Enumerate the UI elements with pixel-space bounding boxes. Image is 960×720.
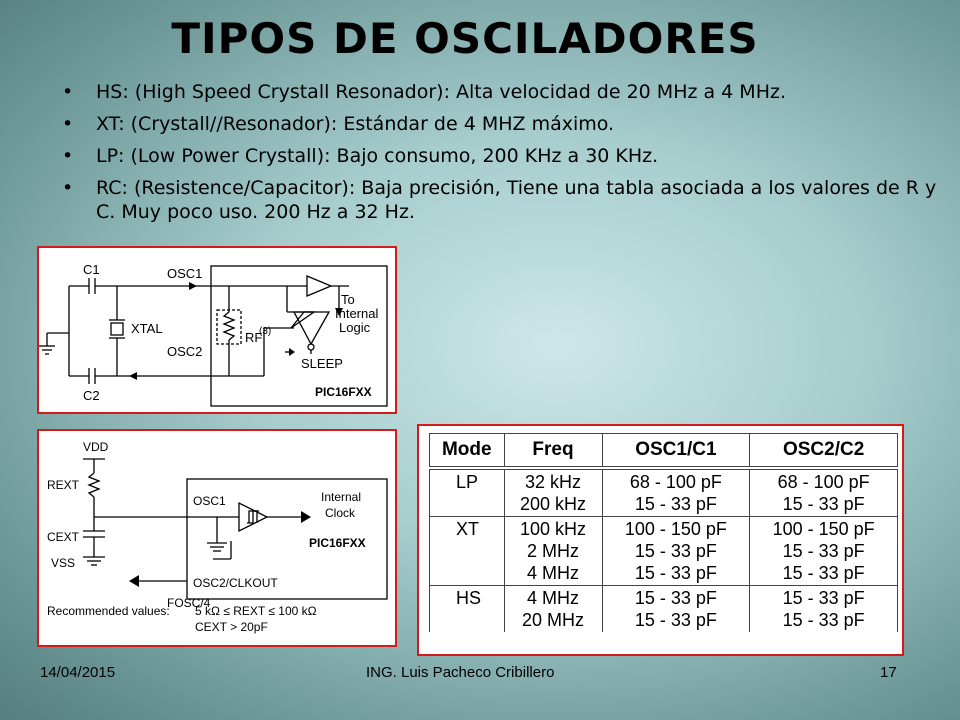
osc2-clkout-label: OSC2/CLKOUT — [193, 576, 278, 590]
freq-cell: 4 MHz 20 MHz — [504, 586, 602, 633]
crystal-circuit-svg — [39, 248, 395, 412]
rext-range: 5 kΩ ≤ REXT ≤ 100 kΩ — [195, 604, 317, 618]
slide-title: TIPOS DE OSCILADORES — [171, 14, 759, 63]
bullet-icon: • — [62, 113, 74, 135]
footer-author: ING. Luis Pacheco Cribillero — [366, 664, 555, 681]
header-freq: Freq — [504, 434, 602, 469]
osc2-cell: 68 - 100 pF 15 - 33 pF — [750, 468, 898, 517]
bullet-item — [60, 80, 940, 104]
freq-cell: 100 kHz 2 MHz 4 MHz — [504, 517, 602, 586]
logic-label: Logic — [339, 320, 371, 335]
bullet-text: XT: (Crystall//Resonador): Estándar de 4 MHZ máximo. — [96, 113, 615, 135]
vdd-label: VDD — [83, 440, 109, 454]
mode-cell: LP — [430, 468, 505, 517]
cext-range: CEXT > 20pF — [195, 620, 268, 634]
chip-label: PIC16FXX — [315, 385, 372, 399]
mode-cell: XT — [430, 517, 505, 586]
rext-label: REXT — [47, 478, 80, 492]
table-row — [430, 586, 898, 633]
bullet-item — [60, 144, 940, 168]
table-header-row — [430, 434, 898, 469]
sleep-label: SLEEP — [301, 356, 343, 371]
footer-page-number: 17 — [880, 664, 897, 681]
xtal-label: XTAL — [131, 321, 163, 336]
table-row — [430, 517, 898, 586]
bullet-icon: • — [62, 145, 74, 167]
rf-label: RF — [245, 330, 263, 345]
osc2-cell: 15 - 33 pF 15 - 33 pF — [750, 586, 898, 633]
freq-cell: 32 kHz 200 kHz — [504, 468, 602, 517]
bullet-list — [60, 80, 940, 232]
c1-label: C1 — [83, 262, 100, 277]
osc1-label: OSC1 — [193, 494, 226, 508]
fosc-label: FOSC/4 — [167, 596, 211, 610]
osc1-cell: 68 - 100 pF 15 - 33 pF — [602, 468, 750, 517]
rf-note: (3) — [259, 326, 272, 337]
bullet-text: HS: (High Speed Crystall Resonador): Alta velocidad de 20 MHz a 4 MHz. — [96, 81, 786, 103]
header-mode: Mode — [430, 434, 505, 469]
header-osc1-c1: OSC1/C1 — [602, 434, 750, 469]
oscillator-mode-table-panel — [417, 424, 904, 656]
osc1-cell: 15 - 33 pF 15 - 33 pF — [602, 586, 750, 633]
header-osc2-c2: OSC2/C2 — [750, 434, 898, 469]
chip-label: PIC16FXX — [309, 536, 366, 550]
bullet-item — [60, 176, 940, 224]
recommended-label: Recommended values: — [47, 604, 170, 618]
bullet-icon: • — [62, 177, 74, 199]
internal-label: Internal — [321, 490, 362, 504]
osc1-cell: 100 - 150 pF 15 - 33 pF 15 - 33 pF — [602, 517, 750, 586]
bullet-item — [60, 112, 940, 136]
clock-label: Clock — [325, 506, 356, 520]
osc2-label: OSC2 — [167, 344, 203, 359]
rc-circuit-svg — [39, 431, 395, 645]
table-row — [430, 468, 898, 517]
vss-label: VSS — [51, 556, 76, 570]
c2-label: C2 — [83, 388, 100, 403]
rc-oscillator-diagram — [37, 429, 397, 647]
bullet-text: LP: (Low Power Crystall): Bajo consumo, 200 KHz a 30 KHz. — [96, 145, 659, 167]
osc1-label: OSC1 — [167, 266, 203, 281]
crystal-oscillator-diagram — [37, 246, 397, 414]
oscillator-mode-table — [429, 433, 898, 632]
internal-label: Internal — [335, 306, 379, 321]
mode-cell: HS — [430, 586, 505, 633]
bullet-icon: • — [62, 81, 74, 103]
osc2-cell: 100 - 150 pF 15 - 33 pF 15 - 33 pF — [750, 517, 898, 586]
to-label: To — [341, 292, 355, 307]
bullet-text: RC: (Resistence/Capacitor): Baja precisión, Tiene una tabla asociada a los valores de R y C. Muy poco uso. 200 Hz a 32 Hz. — [96, 177, 937, 223]
footer-date: 14/04/2015 — [40, 664, 116, 681]
cext-label: CEXT — [47, 530, 80, 544]
